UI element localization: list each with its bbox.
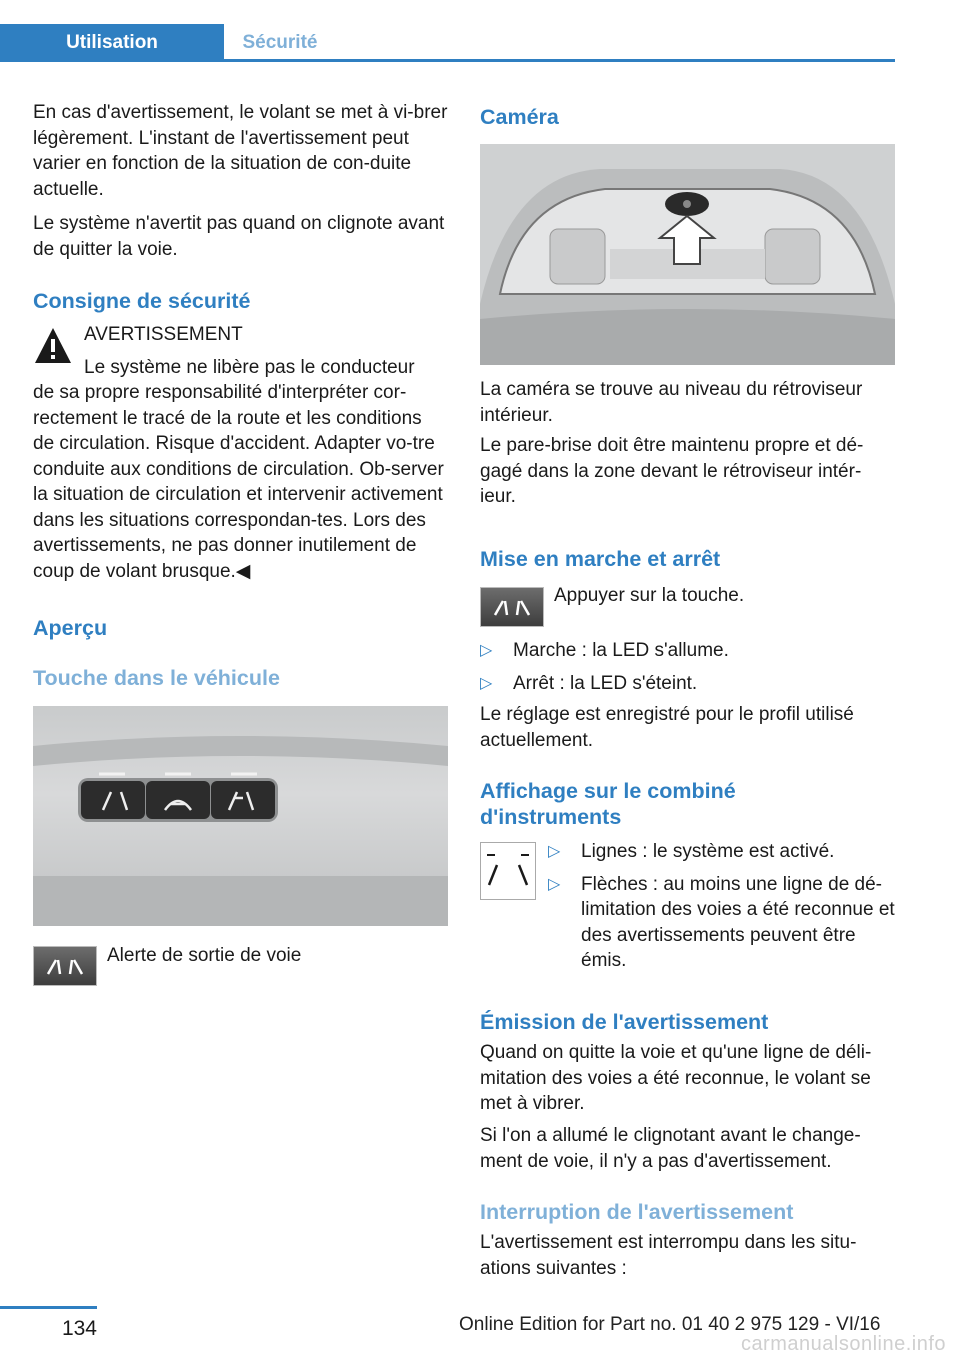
list-item: ▷ Arrêt : la LED s'éteint.	[480, 671, 895, 697]
triangle-bullet-icon: ▷	[548, 843, 561, 860]
header-tabs	[0, 24, 895, 62]
tab-utilisation[interactable]: Utilisation	[0, 24, 224, 62]
tab-securite[interactable]: Sécurité	[242, 32, 318, 53]
emission-paragraph-1: Quand on quitte la voie et qu'une ligne de déli-mitation des voies a été reconnue, le volant se met à vibrer.	[480, 1042, 872, 1114]
instrument-lines-icon	[480, 842, 536, 900]
button-heading: Touche dans le véhicule	[33, 666, 280, 690]
triangle-bullet-icon: ▷	[548, 875, 561, 893]
lane-lines-display-icon	[481, 843, 535, 899]
vehicle-buttons-photo	[33, 706, 448, 926]
list-item: ▷ Marche : la LED s'allume.	[480, 638, 895, 664]
onoff-list	[480, 638, 895, 696]
watermark: carmanualsonline.info	[740, 1333, 946, 1355]
overview-heading: Aperçu	[33, 616, 108, 640]
warning-first-line: Le système ne libère pas le conducteur	[84, 357, 415, 378]
list-item: ▷ Lignes : le système est activé.	[548, 839, 898, 865]
vehicle-console-illustration	[33, 706, 448, 926]
camera-photo	[480, 144, 895, 365]
warning-triangle-icon	[33, 326, 73, 366]
list-item: ▷ Flèches : au moins une ligne de dé-limitation des voies a été reconnue et des avertissements peuvent être émis.	[548, 873, 895, 971]
emission-paragraph-2: Si l'on a allumé le clignotant avant le change-ment de voie, il n'y a pas d'avertissement.	[480, 1125, 861, 1172]
header-rule	[0, 59, 895, 62]
camera-paragraph-1: La caméra se trouve au niveau du rétroviseur intérieur.	[480, 379, 863, 426]
display-heading: Affichage sur le combiné d'instruments	[480, 779, 736, 829]
edition-footer: Online Edition for Part no. 01 40 2 975 129 - VI/16	[459, 1314, 881, 1335]
windshield-camera-illustration	[480, 144, 895, 365]
left-paragraph-1: En cas d'avertissement, le volant se met à vi-brer légèrement. L'instant de l'avertissement peut varier en fonction de la situation de con-duite actuelle.	[33, 102, 448, 200]
button-caption: Alerte de sortie de voie	[107, 945, 302, 966]
lane-departure-button-icon-2	[480, 587, 544, 627]
camera-heading: Caméra	[480, 105, 559, 129]
lane-departure-button-icon	[33, 946, 97, 986]
camera-paragraph-2: Le pare-brise doit être maintenu propre et dé-gagé dans la zone devant le rétroviseur intér-ieur.	[480, 435, 864, 507]
interrupt-heading: Interruption de l'avertissement	[480, 1200, 794, 1224]
triangle-bullet-icon: ▷	[480, 674, 493, 692]
display-list	[548, 839, 898, 974]
lane-lines-icon	[481, 588, 543, 626]
safety-heading: Consigne de sécurité	[33, 289, 251, 313]
warning-text: de sa propre responsabilité d'interpréter cor-rectement le tracé de la route et les conditions de circulation. Risque d'accident. Adapter vo-tre conduite aux conditions de circulation. Ob-server la situation de circulation et intervenir activement dans les situations correspondan-tes. Lors des avertissements, ne pas donner inutilement de coup de volant brusque.◀	[33, 382, 444, 582]
warning-title: AVERTISSEMENT	[84, 324, 243, 345]
triangle-bullet-icon: ▷	[480, 642, 493, 659]
page-number: 134	[0, 1306, 97, 1341]
interrupt-paragraph: L'avertissement est interrompu dans les situ-ations suivantes :	[480, 1232, 857, 1279]
emission-heading: Émission de l'avertissement	[480, 1010, 769, 1034]
press-button-text: Appuyer sur la touche.	[554, 585, 745, 606]
left-paragraph-2: Le système n'avertit pas quand on clignote avant de quitter la voie.	[33, 213, 445, 260]
onoff-paragraph: Le réglage est enregistré pour le profil utilisé actuellement.	[480, 704, 854, 751]
onoff-heading: Mise en marche et arrêt	[480, 547, 721, 571]
lane-lines-icon	[34, 947, 96, 985]
